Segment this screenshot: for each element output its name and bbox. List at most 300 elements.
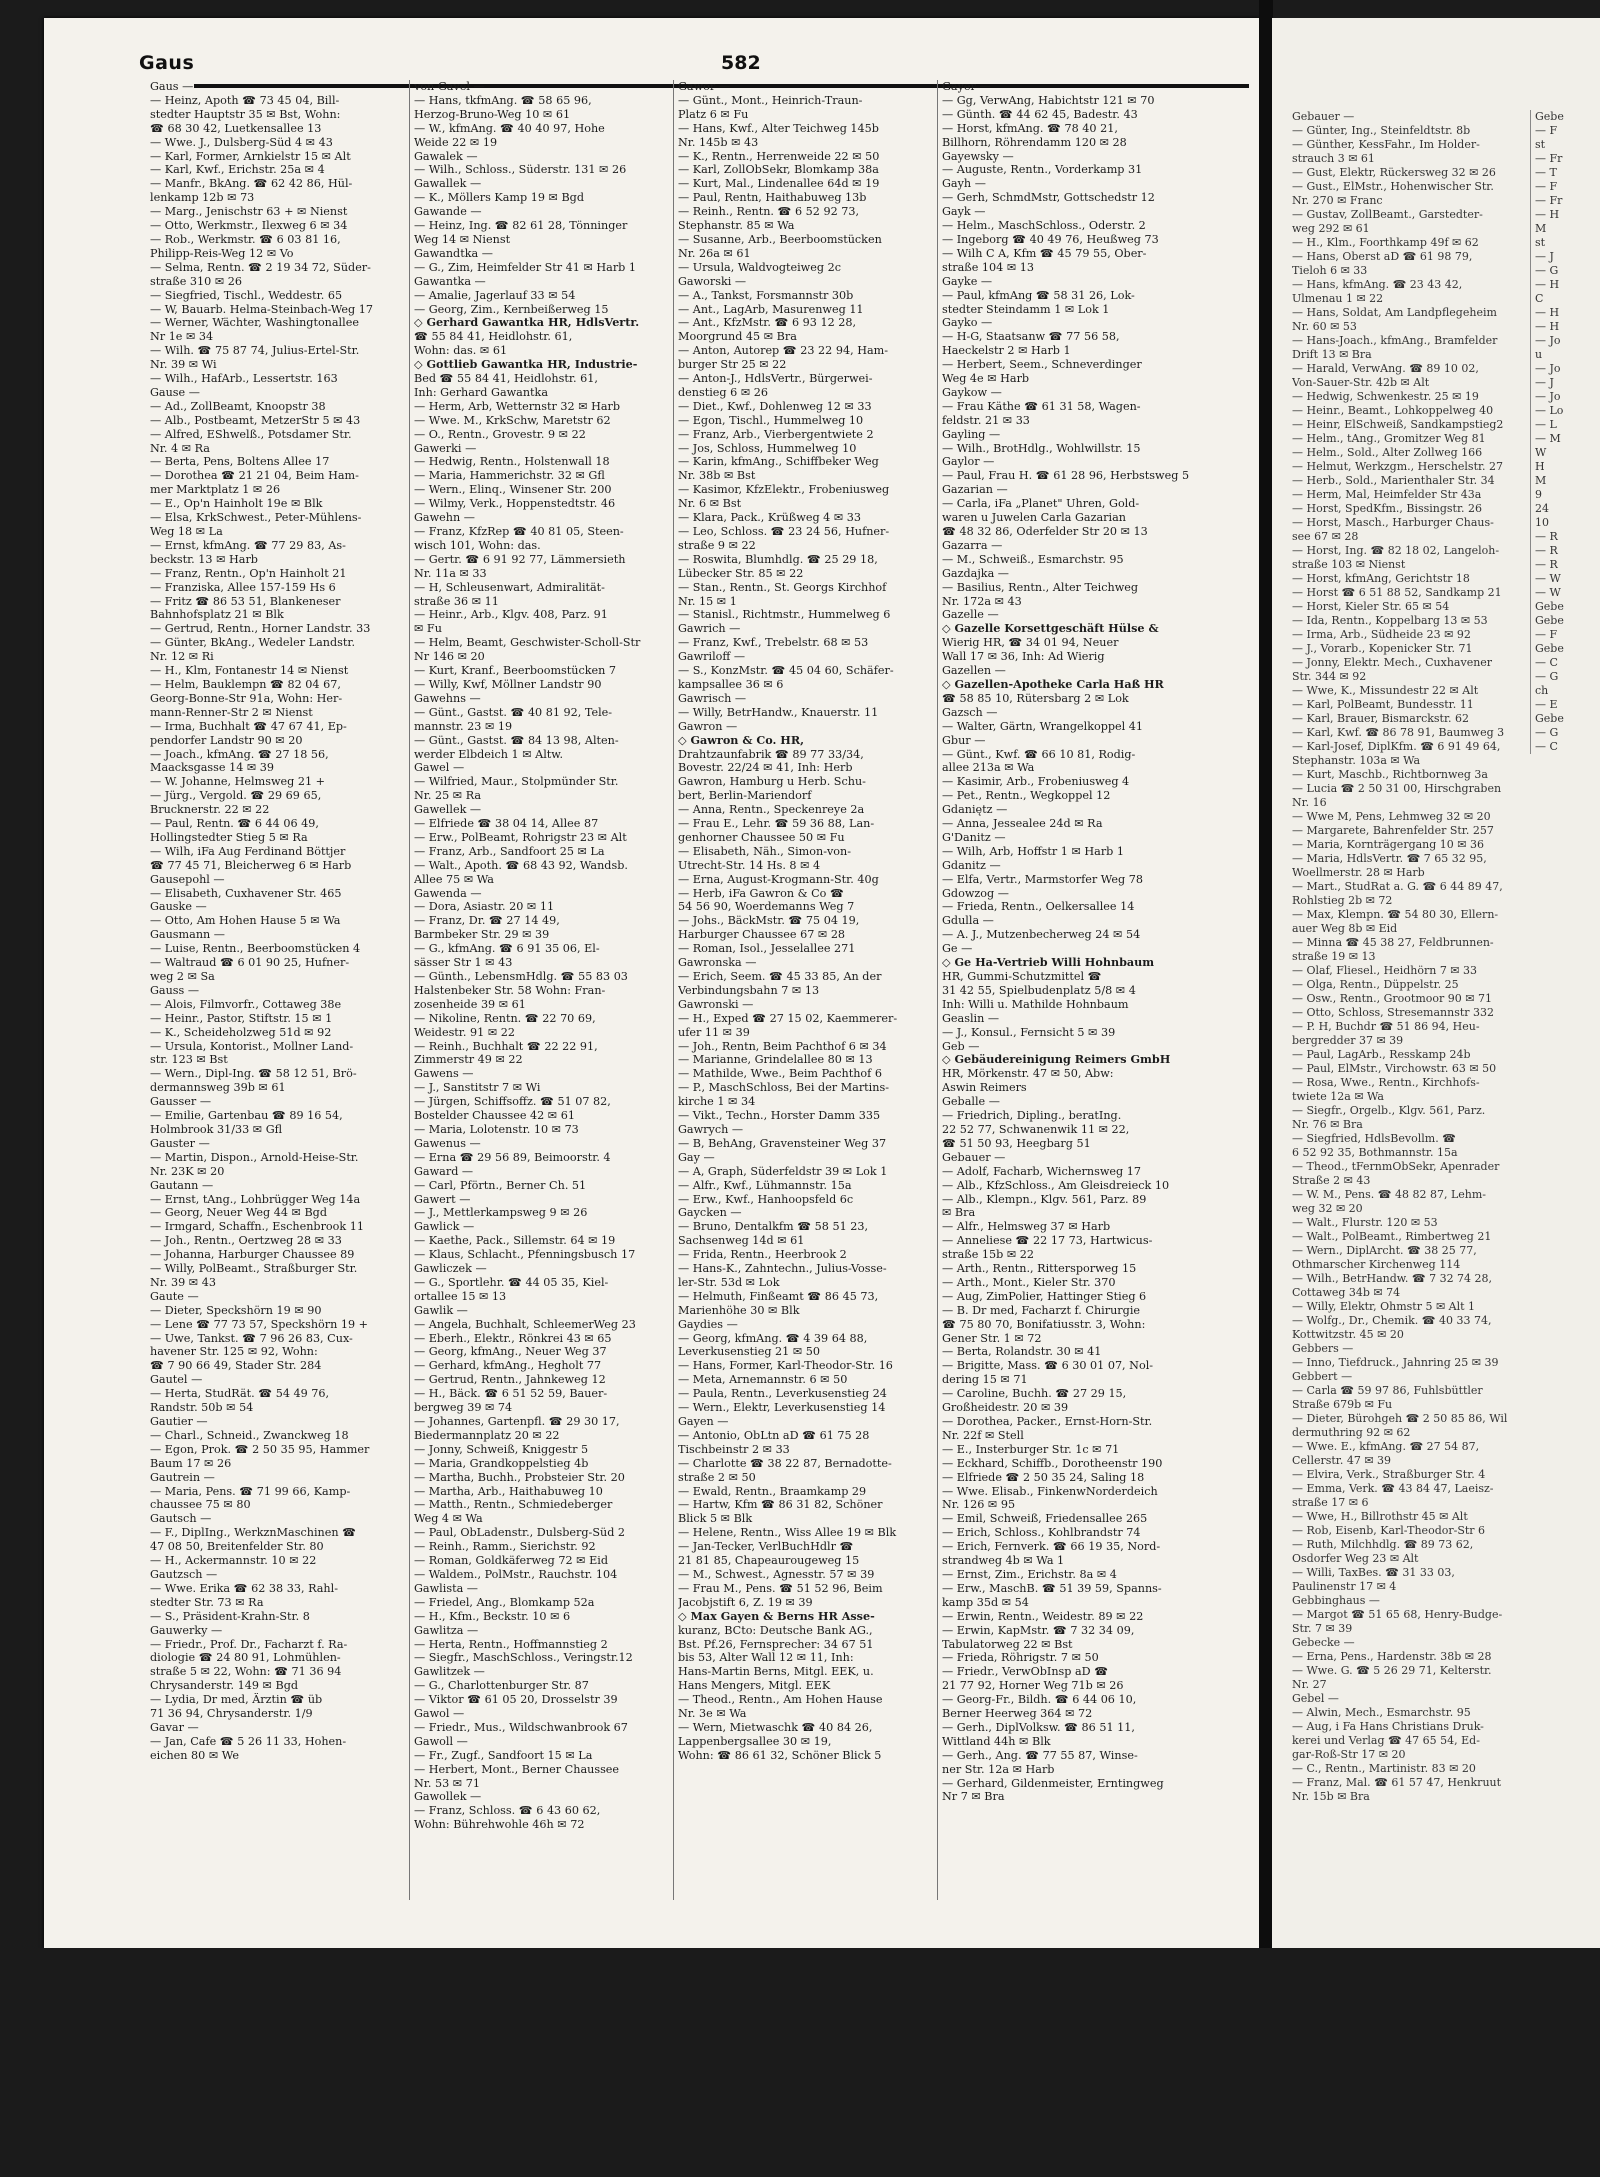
book-spine <box>1259 0 1273 2177</box>
directory-entry-line: ◇ Gebäudereinigung Reimers GmbH <box>942 1053 1171 1067</box>
directory-entry-line: straße 104 ✉ 13 <box>942 260 1034 274</box>
surname-heading: Gebel — <box>1292 1692 1339 1705</box>
directory-entry-line: ner Str. 12a ✉ Harb <box>942 1762 1055 1776</box>
directory-entry-line: — Harald, VerwAng. ☎ 89 10 02, <box>1292 362 1479 375</box>
directory-entry-line: — W. Johanne, Helmsweg 21 + <box>150 775 326 789</box>
directory-entry-line: W <box>1535 446 1547 459</box>
directory-entry-line: Gebe <box>1535 614 1564 627</box>
directory-entry-line: — Wern., DiplArcht. ☎ 38 25 77, <box>1292 1244 1477 1257</box>
surname-heading: Gawert — <box>414 1192 471 1206</box>
directory-entry-line: — Franz, Arb., Vierbergentwiete 2 <box>678 427 874 441</box>
directory-entry-line: — Franz, Rentn., Op'n Hainholt 21 <box>150 566 347 580</box>
directory-column-1 <box>150 80 405 1763</box>
surname-heading: Gawlitza — <box>414 1623 479 1637</box>
directory-entry-line: Großheidestr. 20 ✉ 39 <box>942 1401 1069 1415</box>
surname-heading: von Gavel — <box>414 80 485 93</box>
directory-entry-line: mann-Renner-Str 2 ✉ Nienst <box>150 705 313 719</box>
directory-entry-line: Woellmerstr. 28 ✉ Harb <box>1292 866 1425 879</box>
directory-entry-line: — Frieda, Röhrigstr. 7 ✉ 50 <box>942 1651 1099 1665</box>
surname-heading: Gayk — <box>942 205 986 219</box>
directory-entry-line: — Alfr., Kwf., Lühmannstr. 15a <box>678 1178 852 1192</box>
directory-entry-line: — Franz, Mal. ☎ 61 57 47, Henkruut <box>1292 1776 1502 1789</box>
directory-entry-line: — G <box>1535 670 1559 683</box>
directory-entry-line: Weg 4 ✉ Wa <box>414 1512 483 1526</box>
directory-entry-line: — Minna ☎ 45 38 27, Feldbrunnen- <box>1292 936 1494 949</box>
directory-entry-line: Barmbeker Str. 29 ✉ 39 <box>414 928 550 942</box>
directory-entry-line: — Klara, Pack., Krüßweg 4 ✉ 33 <box>678 511 862 525</box>
directory-entry-line: 21 77 92, Horner Weg 71b ✉ 26 <box>942 1679 1124 1693</box>
directory-entry-line: Leverkusenstieg 21 ✉ 50 <box>678 1345 821 1359</box>
directory-entry-line: Osdorfer Weg 23 ✉ Alt <box>1292 1552 1419 1565</box>
directory-entry-line: — Reinh., Ramm., Sierichstr. 92 <box>414 1540 596 1554</box>
directory-entry-line: — Mathilde, Wwe., Beim Pachthof 6 <box>678 1067 882 1081</box>
directory-entry-line: Biedermannplatz 20 ✉ 22 <box>414 1428 560 1442</box>
directory-entry-line: — Siegfr., MaschSchloss., Veringstr.12 <box>414 1651 633 1665</box>
directory-entry-line: — Gustav, ZollBeamt., Garstedter- <box>1292 208 1483 221</box>
directory-entry-line: — Georg, Zim., Kernbeißerweg 15 <box>414 302 609 316</box>
surname-heading: Gawlik — <box>414 1303 468 1317</box>
directory-entry-line: — Horst, Kieler Str. 65 ✉ 54 <box>1292 600 1450 613</box>
directory-entry-line: — Wwe. Elisab., FinkenwNorderdeich <box>942 1484 1158 1498</box>
surname-heading: Gausepohl — <box>150 872 225 886</box>
directory-entry-line: — Kurt, Maschb., Richtbornweg 3a <box>1292 768 1488 781</box>
directory-entry-line: Wall 17 ✉ 36, Inh: Ad Wierig <box>942 650 1105 664</box>
directory-entry-line: — Wilfried, Maur., Stolpmünder Str. <box>414 775 619 789</box>
directory-entry-line: — Wilh, iFa Aug Ferdinand Böttjer <box>150 844 346 858</box>
surname-heading: Gawor — <box>678 80 731 93</box>
surname-heading: Gauster — <box>150 1136 210 1150</box>
directory-column-5 <box>1292 110 1512 1804</box>
directory-entry-line: Gawron, Hamburg u Herb. Schu- <box>678 775 866 789</box>
directory-entry-line: straße 17 ✉ 6 <box>1292 1496 1369 1509</box>
directory-entry-line: — Helm., tAng., Gromitzer Weg 81 <box>1292 432 1486 445</box>
directory-entry-line: — Jan, Cafe ☎ 5 26 11 33, Hohen- <box>150 1734 347 1748</box>
directory-entry-line: — Kurt, Mal., Lindenallee 64d ✉ 19 <box>678 177 880 191</box>
surname-heading: Gautzsch — <box>150 1567 218 1581</box>
directory-entry-line: Kottwitzstr. 45 ✉ 20 <box>1292 1328 1404 1341</box>
surname-heading: Gauss — <box>150 983 200 997</box>
surname-heading: Geballe — <box>942 1095 1000 1109</box>
column-divider <box>409 80 410 1900</box>
directory-entry-line: — Stan., Rentn., St. Georgs Kirchhof <box>678 580 887 594</box>
surname-heading: Gayke — <box>942 274 993 288</box>
directory-entry-line: 71 36 94, Chrysanderstr. 1/9 <box>150 1707 313 1721</box>
directory-entry-line: — Egon, Tischl., Hummelweg 10 <box>678 413 864 427</box>
directory-entry-line: — S., Präsident-Krahn-Str. 8 <box>150 1609 310 1623</box>
directory-entry-line: havener Str. 125 ✉ 92, Wohn: <box>150 1345 318 1359</box>
directory-columns <box>150 80 1250 1920</box>
surname-heading: Gautier — <box>150 1415 208 1428</box>
surname-heading: Gawriloff — <box>678 650 746 664</box>
directory-entry-line: — Wwe, K., Missundestr 22 ✉ Alt <box>1292 684 1479 697</box>
directory-entry-line: st <box>1535 236 1546 249</box>
surname-heading: Gawallek — <box>414 177 482 191</box>
directory-entry-line: — Dorothea ☎ 21 21 04, Beim Ham- <box>150 469 359 483</box>
directory-entry-line: — Emma, Verk. ☎ 43 84 47, Laeisz- <box>1292 1482 1494 1495</box>
directory-entry-line: ☎ 58 85 10, Rütersbarg 2 ✉ Lok <box>942 691 1129 705</box>
directory-entry-line: Nr. 172a ✉ 43 <box>942 594 1022 608</box>
directory-entry-line: — E., Insterburger Str. 1c ✉ 71 <box>942 1442 1120 1456</box>
directory-entry-line: — Paul, Frau H. ☎ 61 28 96, Herbstsweg 5 <box>942 469 1190 483</box>
directory-entry-line: — Hartw, Kfm ☎ 86 31 82, Schöner <box>678 1498 883 1512</box>
directory-entry-line: — Erwin, Rentn., Weidestr. 89 ✉ 22 <box>942 1609 1144 1623</box>
directory-entry-line: auer Weg 8b ✉ Eid <box>1292 922 1398 935</box>
directory-entry-line: — Georg, Neuer Weg 44 ✉ Bgd <box>150 1206 327 1220</box>
directory-entry-line: — Waltraud ☎ 6 01 90 25, Hufner- <box>150 956 350 970</box>
directory-entry-line: ✉ Fu <box>414 622 442 636</box>
directory-entry-line: — Luise, Rentn., Beerboomstücken 4 <box>150 942 361 956</box>
surname-heading: Gauwerky — <box>150 1623 223 1637</box>
directory-entry-line: Nr. 39 ✉ Wi <box>150 358 217 372</box>
directory-entry-line: — Karl-Josef, DiplKfm. ☎ 6 91 49 64, <box>1292 740 1501 753</box>
directory-entry-line: str. 123 ✉ Bst <box>150 1053 228 1067</box>
directory-entry-line: — Carl, Pförtn., Berner Ch. 51 <box>414 1178 587 1192</box>
directory-entry-line: Nr. 38b ✉ Bst <box>678 469 756 483</box>
directory-entry-line: — Erwin, KapMstr. ☎ 7 32 34 09, <box>942 1623 1135 1637</box>
directory-entry-line: — Theod., tFernmObSekr, Apenrader <box>1292 1160 1500 1173</box>
directory-entry-line: Moorgrund 45 ✉ Bra <box>678 330 797 344</box>
directory-entry-line: dermannsweg 39b ✉ 61 <box>150 1081 286 1095</box>
directory-entry-line: wisch 101, Wohn: das. <box>414 538 541 552</box>
directory-entry-line: kampsallee 36 ✉ 6 <box>678 677 784 691</box>
directory-entry-line: — Selma, Rentn. ☎ 2 19 34 72, Süder- <box>150 260 371 274</box>
directory-entry-line: — C <box>1535 656 1558 669</box>
directory-entry-line: Gebe <box>1535 600 1564 613</box>
directory-entry-line: Tieloh 6 ✉ 33 <box>1292 264 1368 277</box>
directory-entry-line: Cellerstr. 47 ✉ 39 <box>1292 1454 1392 1467</box>
directory-entry-line: — Charl., Schneid., Zwanckweg 18 <box>150 1428 349 1442</box>
directory-entry-line: Nr. 126 ✉ 95 <box>942 1498 1016 1512</box>
directory-entry-line: Berner Heerweg 364 ✉ 72 <box>942 1707 1093 1721</box>
directory-entry-line: Philipp-Reis-Weg 12 ✉ Vo <box>150 246 294 260</box>
directory-entry-line: — H-G, Staatsanw ☎ 77 56 58, <box>942 330 1120 344</box>
directory-entry-line: — Herbert, Seem., Schneverdinger <box>942 358 1142 372</box>
directory-entry-line: Weg 4e ✉ Harb <box>942 372 1030 386</box>
directory-entry-line: — Paula, Rentn., Leverkusenstieg 24 <box>678 1387 887 1401</box>
directory-entry-line: — Frieda, Rentn., Oelkersallee 14 <box>942 900 1135 914</box>
directory-entry-line: C <box>1535 292 1544 305</box>
directory-entry-line: — J <box>1535 250 1554 263</box>
directory-entry-line: straße 103 ✉ Nienst <box>1292 558 1406 571</box>
directory-entry-line: — Meta, Arnemannstr. 6 ✉ 50 <box>678 1373 848 1387</box>
directory-entry-line: ✉ Bra <box>942 1206 976 1220</box>
directory-entry-line: — Waldem., PolMstr., Rauchstr. 104 <box>414 1567 618 1581</box>
directory-entry-line: straße 2 ✉ 50 <box>678 1470 756 1484</box>
directory-entry-line: Chrysanderstr. 149 ✉ Bgd <box>150 1679 299 1693</box>
directory-entry-line: straße 5 ✉ 22, Wohn: ☎ 71 36 94 <box>150 1665 342 1679</box>
directory-entry-line: — Anton-J., HdlsVertr., Bürgerwei- <box>678 372 873 386</box>
directory-entry-line: — Wwe. G. ☎ 5 26 29 71, Kelterstr. <box>1292 1664 1492 1677</box>
directory-entry-line: — Arth., Mont., Kieler Str. 370 <box>942 1275 1116 1289</box>
directory-entry-line: kamp 35d ✉ 54 <box>942 1595 1029 1609</box>
directory-entry-line: Tischbeinstr 2 ✉ 33 <box>678 1442 790 1456</box>
directory-entry-line: — Herb., Sold., Marienthaler Str. 34 <box>1292 474 1495 487</box>
directory-entry-line: — F <box>1535 124 1558 137</box>
directory-entry-line: bergredder 37 ✉ 39 <box>1292 1034 1404 1047</box>
directory-entry-line: — Alwin, Mech., Esmarchstr. 95 <box>1292 1706 1471 1719</box>
directory-entry-line: — Wwe. M., KrkSchw, Maretstr 62 <box>414 413 611 427</box>
directory-entry-line: — Jo <box>1535 362 1561 375</box>
directory-entry-line: — Aug, i Fa Hans Christians Druk- <box>1292 1720 1484 1733</box>
directory-entry-line: Gebe <box>1535 110 1564 123</box>
directory-entry-line: — Jürg., Vergold. ☎ 29 69 65, <box>150 789 322 803</box>
directory-entry-line: kirche 1 ✉ 34 <box>678 1095 756 1109</box>
directory-entry-line: — Wilmy, Verk., Hoppenstedtstr. 46 <box>414 497 616 511</box>
directory-entry-line: M <box>1535 474 1547 487</box>
directory-entry-line: 6 52 92 35, Bothmannstr. 15a <box>1292 1146 1458 1159</box>
directory-entry-line: — J <box>1535 376 1554 389</box>
directory-entry-line: ch <box>1535 684 1549 697</box>
directory-entry-line: — Friedr., Mus., Wildschwanbrook 67 <box>414 1720 628 1734</box>
directory-entry-line: — Kurt, Kranf., Beerboomstücken 7 <box>414 664 617 678</box>
directory-entry-line: — Carla ☎ 59 97 86, Fuhlsbüttler <box>1292 1384 1483 1397</box>
surname-heading: Gawenda — <box>414 886 482 900</box>
directory-entry-line: Marienhöhe 30 ✉ Blk <box>678 1303 800 1317</box>
directory-entry-line: — Jo <box>1535 334 1561 347</box>
directory-entry-line: mannstr. 23 ✉ 19 <box>414 719 513 733</box>
surname-heading: Gausmann — <box>150 928 225 942</box>
directory-entry-line: Wohn: Bührehwohle 46h ✉ 72 <box>414 1818 585 1832</box>
directory-entry-line: — Karl, Brauer, Bismarckstr. 62 <box>1292 712 1470 725</box>
directory-entry-line: — Günt., Mont., Heinrich-Traun- <box>678 93 863 107</box>
directory-entry-line: stedter Steindamm 1 ✉ Lok 1 <box>942 302 1110 316</box>
directory-entry-line: — Matth., Rentn., Schmiedeberger <box>414 1498 613 1512</box>
directory-entry-line: — Alb., Postbeamt, MetzerStr 5 ✉ 43 <box>150 413 361 427</box>
surname-heading: Gawrisch — <box>678 691 747 705</box>
directory-entry-line: — Ant., LagArb, Masurenweg 11 <box>678 302 864 316</box>
directory-entry-line: — Charlotte ☎ 38 22 87, Bernadotte- <box>678 1456 892 1470</box>
directory-entry-line: — Marianne, Grindelallee 80 ✉ 13 <box>678 1053 873 1067</box>
directory-entry-line: 22 52 77, Schwanenwik 11 ✉ 22, <box>942 1122 1130 1136</box>
directory-entry-line: — Willy, Kwf, Möllner Landstr 90 <box>414 677 602 691</box>
directory-entry-line: — Theod., Rentn., Am Hohen Hause <box>678 1693 883 1707</box>
directory-entry-line: 21 81 85, Chapeaurougeweg 15 <box>678 1554 860 1568</box>
directory-entry-line: Stephanstr. 85 ✉ Wa <box>678 219 795 233</box>
directory-entry-line: straße 19 ✉ 13 <box>1292 950 1376 963</box>
directory-entry-line: — Jonny, Schweiß, Kniggestr 5 <box>414 1442 589 1456</box>
directory-entry-line: — C., Rentn., Martinistr. 83 ✉ 20 <box>1292 1762 1476 1775</box>
directory-entry-line: — Erich, Seem. ☎ 45 33 85, An der <box>678 970 882 983</box>
directory-entry-line: — H, Schleusenwart, Admiralität- <box>414 580 605 594</box>
directory-entry-line: — Wern., Elinq., Winsener Str. 200 <box>414 483 612 497</box>
directory-entry-line: sässer Str 1 ✉ 43 <box>414 956 513 970</box>
directory-entry-line: — Jonny, Elektr. Mech., Cuxhavener <box>1292 656 1493 669</box>
directory-entry-line: — Jürgen, Schiffsoffz. ☎ 51 07 82, <box>414 1095 611 1109</box>
directory-entry-line: — Karl, Kwf., Erichstr. 25a ✉ 4 <box>150 163 325 177</box>
directory-entry-line: — R <box>1535 558 1558 571</box>
directory-entry-line: Wittland 44h ✉ Blk <box>942 1734 1051 1748</box>
directory-entry-line: — Wwe M, Pens, Lehmweg 32 ✉ 20 <box>1292 810 1491 823</box>
directory-entry-line: — Karl, PolBeamt, Bundesstr. 11 <box>1292 698 1474 711</box>
directory-entry-line: — Günther, KessFahr., Im Holder- <box>1292 138 1480 151</box>
directory-entry-line: — Helene, Rentn., Wiss Allee 19 ✉ Blk <box>678 1526 897 1540</box>
directory-entry-line: — B. Dr med, Facharzt f. Chirurgie <box>942 1303 1141 1317</box>
directory-entry-line: — Georg-Fr., Bildh. ☎ 6 44 06 10, <box>942 1693 1137 1707</box>
directory-entry-line: feldstr. 21 ✉ 33 <box>942 413 1030 427</box>
surname-heading: Gebbert — <box>1292 1370 1353 1383</box>
directory-entry-line: — A, Graph, Süderfeldstr 39 ✉ Lok 1 <box>678 1164 888 1178</box>
surname-heading: Gautel — <box>150 1373 203 1387</box>
surname-heading: Gawehns — <box>414 691 481 705</box>
directory-entry-line: — Caroline, Buchh. ☎ 27 29 15, <box>942 1387 1127 1401</box>
directory-entry-line: Str. 7 ✉ 39 <box>1292 1622 1353 1635</box>
directory-entry-line: — Eberh., Elektr., Rönkrei 43 ✉ 65 <box>414 1331 612 1345</box>
directory-entry-line: allee 213a ✉ Wa <box>942 761 1035 775</box>
directory-entry-line: — Walt., Apoth. ☎ 68 43 92, Wandsb. <box>414 858 628 872</box>
directory-entry-line: — Heinr., Beamt., Lohkoppelweg 40 <box>1292 404 1494 417</box>
directory-entry-line: — Reinh., Buchhalt ☎ 22 22 91, <box>414 1039 598 1053</box>
directory-entry-line: — Willy, PolBeamt., Straßburger Str. <box>150 1262 358 1276</box>
directory-entry-line: — Fritz ☎ 86 53 51, Blankeneser <box>150 594 341 608</box>
directory-entry-line: — Franz, Kwf., Trebelstr. 68 ✉ 53 <box>678 636 869 650</box>
directory-entry-line: Lappenbergsallee 30 ✉ 19, <box>678 1734 832 1748</box>
directory-entry-line: 31 42 55, Spielbudenplatz 5/8 ✉ 4 <box>942 983 1136 997</box>
surname-heading: Gauske — <box>150 900 207 914</box>
directory-entry-line: ◇ Gazellen-Apotheke Carla Haß HR <box>942 677 1164 691</box>
directory-entry-line: Drift 13 ✉ Bra <box>1292 348 1372 361</box>
directory-entry-line: — Roman, Isol., Jesselallee 271 <box>678 942 856 956</box>
directory-entry-line: — H., Klm., Foorthkamp 49f ✉ 62 <box>1292 236 1479 249</box>
directory-entry-line: — Elisabeth, Cuxhavener Str. 465 <box>150 886 342 900</box>
directory-entry-line: — Wern., Dipl-Ing. ☎ 58 12 51, Brö- <box>150 1067 357 1081</box>
directory-entry-line: — Siegfried, HdlsBevollm. ☎ <box>1292 1132 1456 1145</box>
directory-entry-line: Baum 17 ✉ 26 <box>150 1456 232 1470</box>
surname-heading: Gausser — <box>150 1095 212 1109</box>
directory-entry-line: — Maria, HdlsVertr. ☎ 7 65 32 95, <box>1292 852 1487 865</box>
surname-heading: Gawol — <box>414 1707 465 1721</box>
directory-entry-line: — Gerh., Ang. ☎ 77 55 87, Winse- <box>942 1748 1138 1762</box>
directory-entry-line: — S., KonzMstr. ☎ 45 04 60, Schäfer- <box>678 664 894 678</box>
directory-entry-line: — J., Vorarb., Kopenicker Str. 71 <box>1292 642 1473 655</box>
directory-entry-line: — Erw., Kwf., Hanhoopsfeld 6c <box>678 1192 854 1206</box>
directory-entry-line: ◇ Gerhard Gawantka HR, HdlsVertr. <box>414 316 640 330</box>
directory-entry-line: — K., Scheideholzweg 51d ✉ 92 <box>150 1025 332 1039</box>
directory-entry-line: lenkamp 12b ✉ 73 <box>150 191 255 205</box>
directory-entry-line: — Frau M., Pens. ☎ 51 52 96, Beim <box>678 1581 883 1595</box>
directory-entry-line: kerei und Verlag ☎ 47 65 54, Ed- <box>1292 1734 1480 1747</box>
directory-entry-line: Holmbrook 31/33 ✉ Gfl <box>150 1122 283 1136</box>
directory-entry-line: — G <box>1535 264 1559 277</box>
directory-entry-line: — J., Konsul., Fernsicht 5 ✉ 39 <box>942 1025 1116 1039</box>
directory-entry-line: — Georg, kfmAng. ☎ 4 39 64 88, <box>678 1331 868 1345</box>
directory-entry-line: — Alb., Klempn., Klgv. 561, Parz. 89 <box>942 1192 1147 1206</box>
directory-entry-line: — Ruth, Milchhdlg. ☎ 89 73 62, <box>1292 1538 1474 1551</box>
directory-column-2 <box>414 80 669 1832</box>
directory-entry-line: — Wilh C A, Kfm ☎ 45 79 55, Ober- <box>942 246 1147 260</box>
directory-entry-line: — Helm., MaschSchloss., Oderstr. 2 <box>942 219 1146 233</box>
directory-entry-line: — Franz, Dr. ☎ 27 14 49, <box>414 914 560 928</box>
directory-entry-line: — Erna, Pens., Hardenstr. 38b ✉ 28 <box>1292 1650 1492 1663</box>
directory-entry-line: Nr. 26a ✉ 61 <box>678 246 751 260</box>
directory-entry-line: — Basilius, Rentn., Alter Teichweg <box>942 580 1139 594</box>
directory-entry-line: — Dieter, Bürohgeh ☎ 2 50 85 86, Wil <box>1292 1412 1508 1425</box>
directory-entry-line: Wohn: das. ✉ 61 <box>414 344 508 358</box>
directory-entry-line: — T <box>1535 166 1557 179</box>
directory-entry-line: Hans Mengers, Mitgl. EEK <box>678 1679 831 1693</box>
directory-entry-line: — P., MaschSchloss, Bei der Martins- <box>678 1081 889 1095</box>
directory-entry-line: — Paul, ElMstr., Virchowstr. 63 ✉ 50 <box>1292 1062 1497 1075</box>
directory-entry-line: — Alfred, EShwelß., Potsdamer Str. <box>150 427 352 441</box>
directory-entry-line: — W <box>1535 572 1561 585</box>
surname-heading: Gay — <box>678 1150 715 1164</box>
directory-entry-line: — Friedrich, Dipling., beratIng. <box>942 1109 1122 1123</box>
directory-entry-line: — Georg, kfmAng., Neuer Weg 37 <box>414 1345 607 1359</box>
directory-entry-line: Paulinenstr 17 ✉ 4 <box>1292 1580 1397 1593</box>
surname-heading: Gawrich — <box>678 622 741 636</box>
surname-heading: Gawliczek — <box>414 1262 487 1276</box>
directory-entry-line: twiete 12a ✉ Wa <box>1292 1090 1384 1103</box>
directory-entry-line: — Antonio, ObLtn aD ☎ 61 75 28 <box>678 1428 870 1442</box>
directory-entry-line: — M., Schweiß., Esmarchstr. 95 <box>942 552 1124 566</box>
directory-entry-line: waren u Juwelen Carla Gazarian <box>942 511 1126 525</box>
directory-entry-line: — L <box>1535 418 1557 431</box>
directory-entry-line: — Karl, Kwf. ☎ 86 78 91, Baumweg 3 <box>1292 726 1505 739</box>
directory-entry-line: — Dorothea, Packer., Ernst-Horn-Str. <box>942 1415 1153 1428</box>
directory-entry-line: — H <box>1535 208 1560 221</box>
directory-entry-line: — Gust., ElMstr., Hohenwischer Str. <box>1292 180 1494 193</box>
directory-entry-line: — Erw., MaschB. ☎ 51 39 59, Spanns- <box>942 1581 1162 1595</box>
surname-heading: Gawandtka — <box>414 246 493 260</box>
surname-heading: Gawronska — <box>678 956 757 970</box>
directory-entry-line: — Ursula, Waldvogteiweg 2c <box>678 260 841 274</box>
directory-entry-line: — Wilh, Arb, Hoffstr 1 ✉ Harb 1 <box>942 844 1125 858</box>
directory-entry-line: — Elfa, Vertr., Marmstorfer Weg 78 <box>942 872 1143 886</box>
directory-entry-line: — Anna, Jessealee 24d ✉ Ra <box>942 817 1103 831</box>
directory-entry-line: — Herb, iFa Gawron & Co ☎ <box>678 886 844 900</box>
directory-entry-line: — B, BehAng, Gravensteiner Weg 37 <box>678 1136 887 1150</box>
directory-entry-line: — W <box>1535 586 1561 599</box>
directory-entry-line: — H., Kfm., Beckstr. 10 ✉ 6 <box>414 1609 571 1623</box>
directory-entry-line: — Max, Klempn. ☎ 54 80 30, Ellern- <box>1292 908 1499 921</box>
directory-entry-line: — Margarete, Bahrenfelder Str. 257 <box>1292 824 1494 837</box>
directory-entry-line: Inh: Gerhard Gawantka <box>414 385 549 399</box>
directory-entry-line: Nr 7 ✉ Bra <box>942 1790 1005 1804</box>
directory-entry-line: — G., Zim, Heimfelder Str 41 ✉ Harb 1 <box>414 260 637 274</box>
directory-entry-line: Utrecht-Str. 14 Hs. 8 ✉ 4 <box>678 858 821 872</box>
directory-entry-line: — Johanna, Harburger Chaussee 89 <box>150 1248 355 1262</box>
directory-entry-line: Weg 14 ✉ Nienst <box>414 232 511 246</box>
directory-entry-line: — H., Exped ☎ 27 15 02, Kaemmerer- <box>678 1011 898 1025</box>
directory-entry-line: Jacobjstift 6, Z. 19 ✉ 39 <box>678 1595 813 1609</box>
directory-entry-line: — Klaus, Schlacht., Pfenningsbusch 17 <box>414 1248 636 1262</box>
directory-entry-line: — Rob., Werkmstr. ☎ 6 03 81 16, <box>150 232 341 246</box>
directory-entry-line: — Martin, Dispon., Arnold-Heise-Str. <box>150 1150 359 1164</box>
directory-entry-line: strauch 3 ✉ 61 <box>1292 152 1375 165</box>
surname-heading: Gdulla — <box>942 914 994 928</box>
directory-entry-line: ◇ Gottlieb Gawantka HR, Industrie- <box>414 358 638 372</box>
directory-entry-line: ☎ 55 84 41, Heidlohstr. 61, <box>414 330 573 344</box>
directory-entry-line: — Anneliese ☎ 22 17 73, Hartwicus- <box>942 1234 1153 1248</box>
directory-entry-line: straße 9 ✉ 22 <box>678 538 756 552</box>
directory-entry-line: Gener Str. 1 ✉ 72 <box>942 1331 1042 1345</box>
directory-entry-line: Nr. 27 <box>1292 1678 1327 1691</box>
directory-entry-line: — Heinz, Ing. ☎ 82 61 28, Tönninger <box>414 219 628 233</box>
directory-entry-line: — Egon, Prok. ☎ 2 50 35 95, Hammer <box>150 1442 370 1456</box>
directory-entry-line: — Hans, Oberst aD ☎ 61 98 79, <box>1292 250 1473 263</box>
directory-entry-line: — Emilie, Gartenbau ☎ 89 16 54, <box>150 1109 343 1123</box>
directory-entry-line: — Günter, BkAng., Wedeler Landstr. <box>150 636 356 650</box>
directory-entry-line: — Roswita, Blumhdlg. ☎ 25 29 18, <box>678 552 878 566</box>
directory-entry-line: — Kaethe, Pack., Sillemstr. 64 ✉ 19 <box>414 1234 616 1248</box>
directory-entry-line: denstieg 6 ✉ 26 <box>678 385 768 399</box>
directory-entry-line: — Angela, Buchhalt, SchleemerWeg 23 <box>414 1317 636 1331</box>
directory-entry-line: Straße 2 ✉ 43 <box>1292 1174 1371 1187</box>
directory-entry-line: — A., Tankst, Forsmannstr 30b <box>678 288 854 302</box>
directory-entry-line: — Nikoline, Rentn. ☎ 22 70 69, <box>414 1011 596 1025</box>
directory-entry-line: dering 15 ✉ 71 <box>942 1373 1028 1387</box>
surname-heading: Gebbinghaus — <box>1292 1594 1380 1607</box>
directory-entry-line: — Paul, Rentn. ☎ 6 44 06 49, <box>150 817 319 831</box>
